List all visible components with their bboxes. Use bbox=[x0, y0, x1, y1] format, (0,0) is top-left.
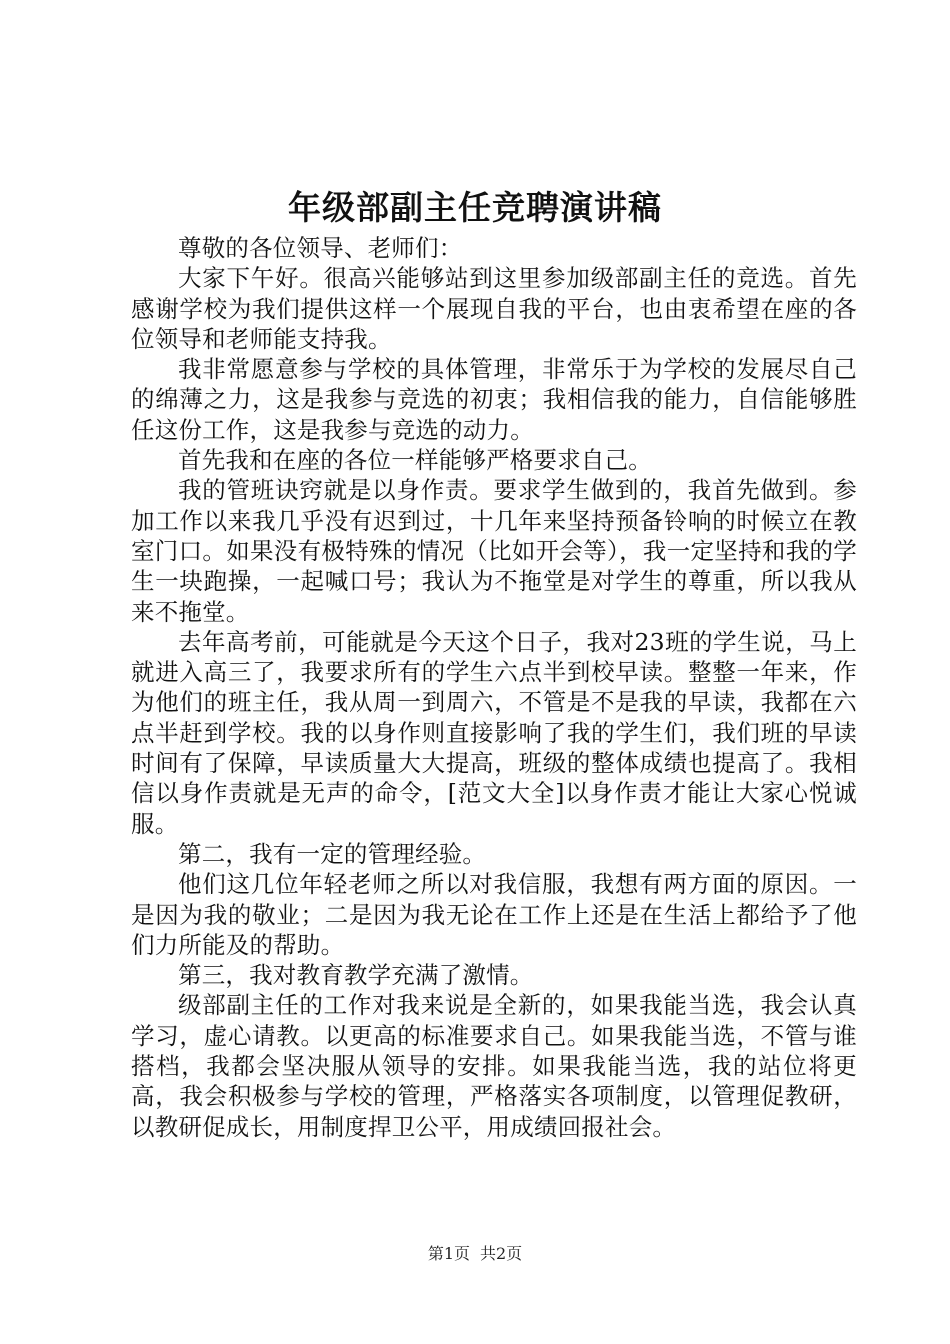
paragraph-commitment: 级部副主任的工作对我来说是全新的，如果我能当选，我会认真学习，虚心请教。以更高的标准要求自己。如果我能当选，不管与谁搭档，我都会坚决服从领导的安排。如果我能当选，我的站位将更高，我会积极参与学校的管理，严格落实各项制度，以管理促教研，以教研促成长，用制度捍卫公平，用成绩回报社会。 bbox=[131, 991, 857, 1141]
paragraph-motivation: 我非常愿意参与学校的具体管理，非常乐于为学校的发展尽自己的绵薄之力，这是我参与竞选的初衷；我相信我的能力，自信能够胜任这份工作，这是我参与竞选的动力。 bbox=[131, 355, 857, 444]
page-number-total: 共2页 bbox=[480, 1244, 523, 1263]
document-title: 年级部副主任竞聘演讲稿 bbox=[288, 188, 662, 227]
paragraph-point-one: 首先我和在座的各位一样能够严格要求自己。 bbox=[178, 446, 652, 475]
paragraph-point-two: 第二，我有一定的管理经验。 bbox=[178, 839, 487, 868]
paragraph-greeting: 大家下午好。很高兴能够站到这里参加级部副主任的竞选。首先感谢学校为我们提供这样一个展现自我的平台，也由衷希望在座的各位领导和老师能支持我。 bbox=[131, 264, 857, 353]
page-footer bbox=[0, 1243, 950, 1265]
paragraph-salutation: 尊敬的各位领导、老师们： bbox=[178, 234, 463, 262]
paragraph-example: 去年高考前，可能就是今天这个日子，我对23班的学生说，马上就进入高三了，我要求所有的学生六点半到校早读。整整一年来，作为他们的班主任，我从周一到周六，不管是不是我的早读，我都在六点半赶到学校。我的以身作则直接影响了我的学生们，我们班的早读时间有了保障，早读质量大大提高，班级的整体成绩也提高了。我相信以身作责就是无声的命令，[范文大全]以身作责才能让大家心悦诚服。 bbox=[131, 627, 857, 838]
paragraph-experience: 他们这几位年轻老师之所以对我信服，我想有两方面的原因。一是因为我的敬业；二是因为我无论在工作上还是在生活上都给予了他们力所能及的帮助。 bbox=[131, 870, 857, 959]
paragraph-point-three: 第三，我对教育教学充满了激情。 bbox=[178, 961, 534, 990]
paragraph-class-management: 我的管班诀窍就是以身作责。要求学生做到的，我首先做到。参加工作以来我几乎没有迟到过，十几年来坚持预备铃响的时候立在教室门口。如果没有极特殊的情况（比如开会等），我一定坚持和我的学生一块跑操，一起喊口号；我认为不拖堂是对学生的尊重，所以我从来不拖堂。 bbox=[131, 476, 857, 626]
document-body bbox=[131, 233, 857, 1142]
page-number-current: 第1页 bbox=[427, 1244, 470, 1263]
